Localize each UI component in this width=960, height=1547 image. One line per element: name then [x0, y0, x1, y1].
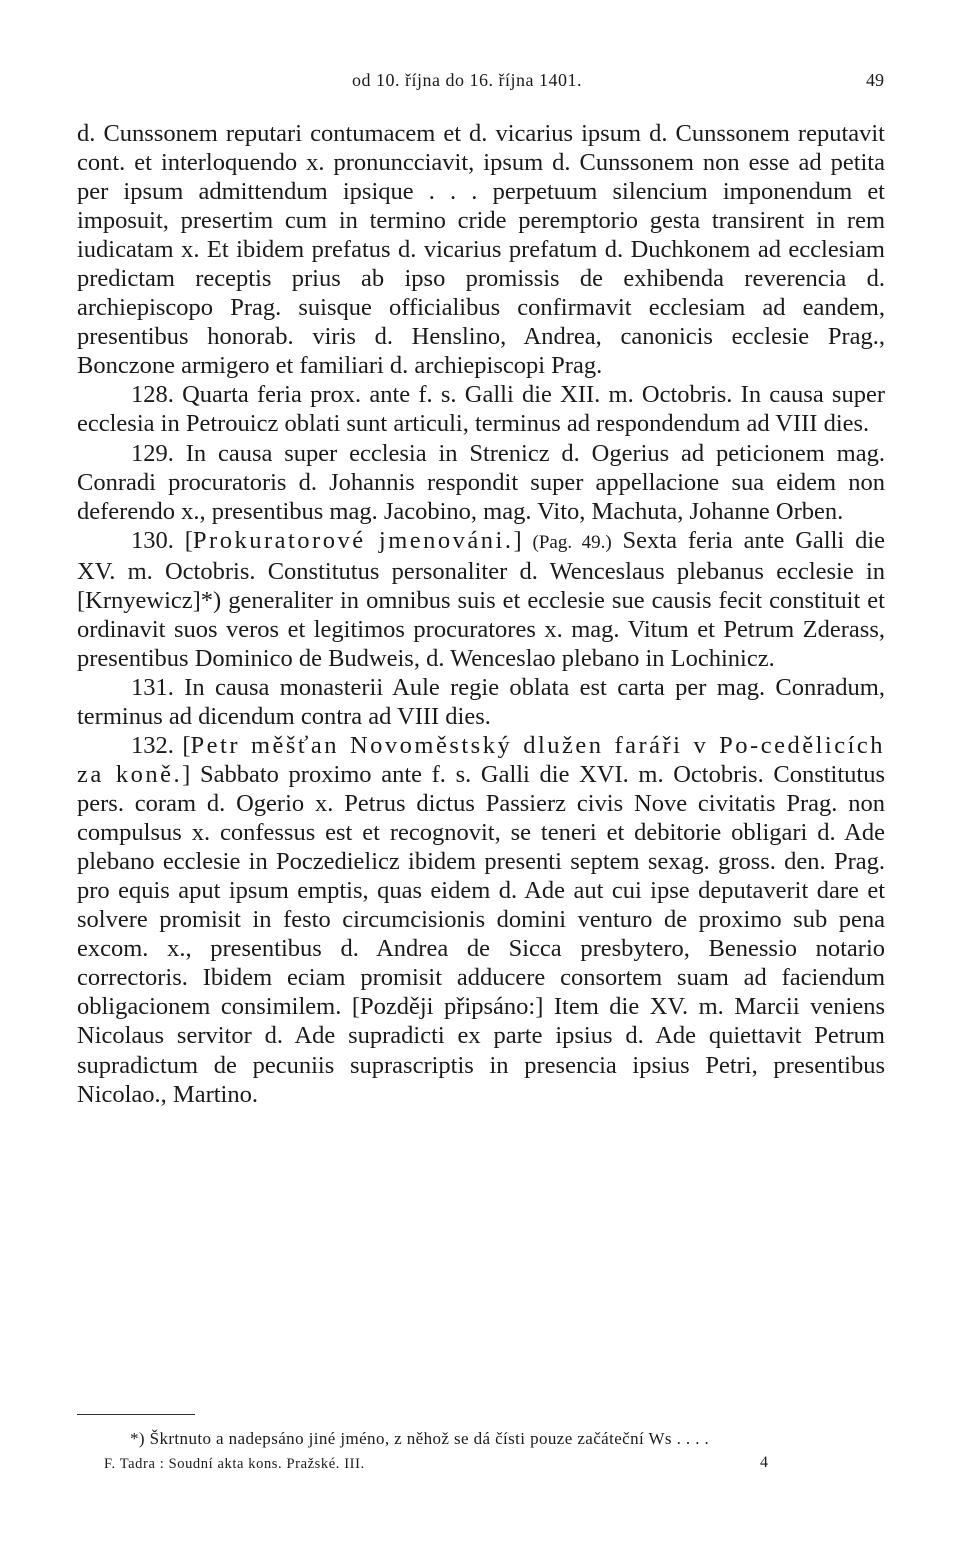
page-number: 49 — [866, 70, 884, 90]
header-title: od 10. října do 16. října 1401. — [352, 70, 582, 90]
entry-130-number: 130. [ — [131, 526, 193, 554]
entry-130-heading: Prokuratorové jmenováni. — [192, 526, 514, 554]
entry-130-bracket: ] — [513, 526, 533, 554]
paragraph-continuation: d. Cunssonem reputari contumacem et d. vicarius ipsum d. Cunssonem reputavit cont. et interloquendo x. pronuncciavit, ipsum d. Cunssonem non esse ad petita per ipsum admittendum ipsique . . . perpetuum silencium imponendum et imposuit, presertim cum in termino cride peremptorio gesta transirent in rem iudicatam x. Et ibidem prefatus d. vicarius prefatum d. Duchkonem ad ecclesiam predictam receptis prius ab ipso promissis de exhibenda reverencia d. archiepiscopo Prag. suisque officialibus confirmavit ecclesiam ad eandem, presentibus honorab. viris d. Henslino, Andrea, canonicis ecclesie Prag., Bonczone armigero et familiari d. archiepiscopi Prag. — [77, 120, 885, 380]
entry-128: 128. Quarta feria prox. ante f. s. Galli die XII. m. Octobris. In causa super ecclesia in Petrouicz oblati sunt articuli, terminus ad respondendum ad VIII dies. — [77, 381, 885, 438]
running-header — [0, 70, 960, 98]
entry-131: 131. In causa monasterii Aule regie oblata est carta per mag. Conradum, terminus ad dicendum contra ad VIII dies. — [77, 673, 885, 730]
entry-132-text: ] Sabbato proximo ante f. s. Galli die XVI. m. Octobris. Constitutus pers. coram d. Ogerio x. Petrus dictus Passierz civis Nove civitatis Prag. non compulsus x. confessus est et recognovit, se teneri et debitorie obligari d. Ade plebano ecclesie in Poczedielicz ibidem presenti septem sexag. gross. den. Prag. pro equis aput ipsum emptis, quas eidem d. Ade aut cui ipse deputaverit dare et solvere promisit in festo circumcisionis domini venturo de proximo sub pena excom. x., presentibus d. Andrea de Sicca presbytero, Benessio notario correctoris. Ibidem eciam promisit adducere consortem suam ad faciendum obligacionem consimilem. [Později připsáno:] Item die XV. m. Marcii veniens Nicolaus servitor d. Ade supradicti ex parte ipsius d. Ade quiettavit Petrum supradictum de pecuniis suprascriptis in presencia ipsius Petri, presentibus Nicolao., Martino. — [77, 761, 886, 1108]
signature-text: F. Tadra : Soudní akta kons. Pražské. III. — [104, 1456, 365, 1472]
entry-130 — [77, 526, 885, 673]
entry-132-heading: Petr měšťan Novoměstský dlužen faráři v Po-cedělicích za koně. — [77, 731, 886, 789]
footnote-rule — [77, 1414, 195, 1415]
footnote: *) Škrtnuto a nadepsáno jiné jméno, z něhož se dá čísti pouze začáteční Ws . . . . — [130, 1429, 710, 1448]
entry-132-number: 132. [ — [131, 731, 191, 759]
entry-130-text: Sexta feria ante Galli die XV. m. Octobris. Constitutus personaliter d. Wenceslaus plebanus ecclesie in [Krnyewicz]*) generaliter in omnibus suis et ecclesie sue causis fecit constituit et ordinavit suos veros et legitimos procuratores x. mag. Vitum et Petrum Zderass, presentibus Dominico de Budweis, d. Wenceslao plebano in Lochinicz. — [77, 526, 886, 672]
signature-line — [77, 1456, 885, 1478]
entry-129: 129. In causa super ecclesia in Strenicz d. Ogerius ad peticionem mag. Conradi procuratoris d. Johannis respondit super appellacione sua eidem non deferendo x., presentibus mag. Jacobino, mag. Vito, Machuta, Johanne Orben. — [77, 439, 885, 525]
body-text — [77, 119, 885, 1109]
entry-132 — [77, 731, 885, 1109]
sheet-number: 4 — [760, 1454, 769, 1471]
entry-130-page-ref: (Pag. 49.) — [532, 531, 612, 553]
